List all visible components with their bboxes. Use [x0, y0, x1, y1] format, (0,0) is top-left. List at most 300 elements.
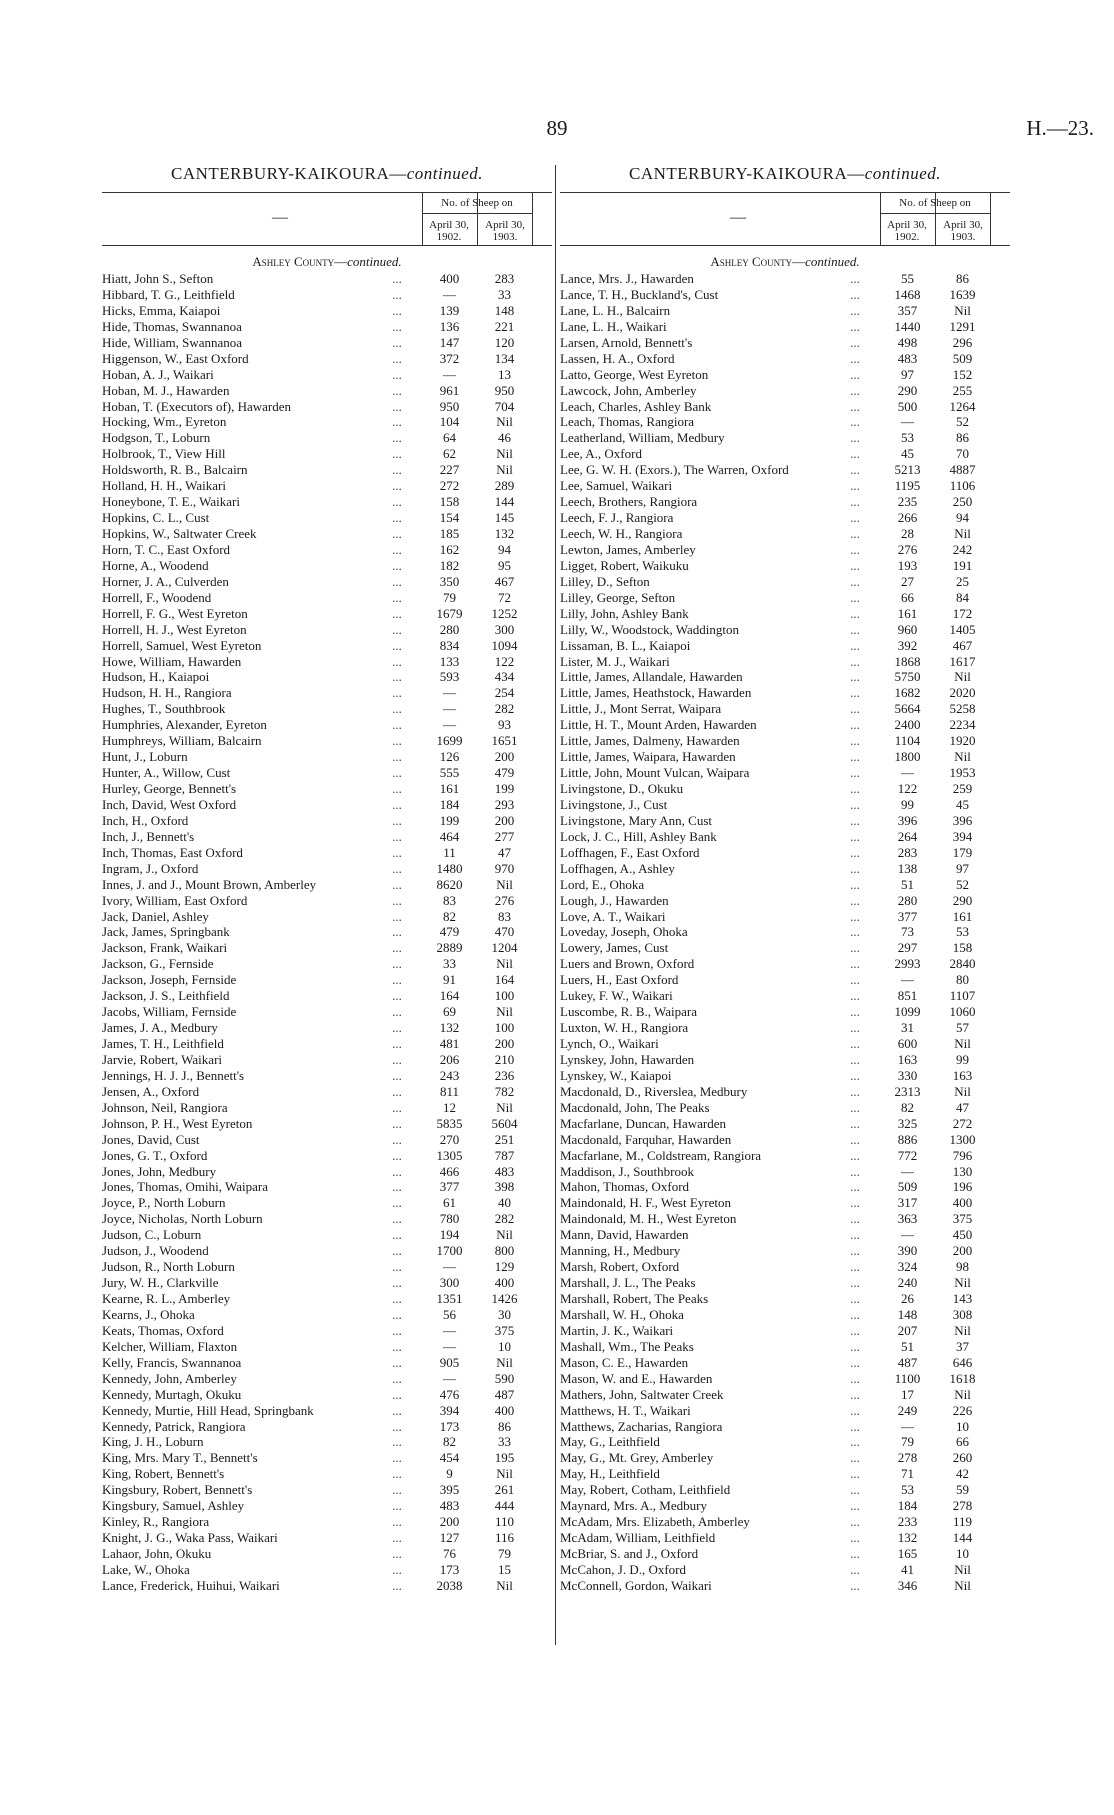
sheep-1903: 45	[956, 796, 969, 812]
sheep-1902: 79	[901, 1434, 914, 1450]
leader-dots: ...	[850, 398, 860, 414]
table-row	[102, 271, 552, 287]
owner-name: Hopkins, W., Saltwater Creek	[102, 526, 257, 541]
sheep-1903: 84	[956, 589, 969, 605]
owner-name: Humphries, Alexander, Eyreton	[102, 717, 267, 733]
sheep-1902: —	[901, 1418, 914, 1434]
sheep-1903: 57	[956, 1020, 969, 1036]
sheep-1903: 1060	[949, 1004, 976, 1020]
document-reference: H.—23.	[1026, 116, 1094, 140]
owner-name: Hide, William, Swannanoa	[102, 334, 243, 350]
owner-name: Manning, H., Medbury	[560, 1243, 681, 1259]
owner-name: Jury, W. H., Clarkville	[102, 1275, 219, 1291]
sheep-1903: 98	[956, 1259, 969, 1275]
sheep-1902: —	[443, 286, 456, 302]
sheep-1902: 300	[439, 1275, 460, 1291]
april-1903-header: April 30, 1903.	[485, 219, 525, 243]
table-row	[102, 1195, 552, 1211]
sheep-1902: 1800	[894, 749, 921, 765]
sheep-1903: 66	[956, 1434, 969, 1450]
owner-name: Kennedy, Murtie, Hill Head, Springbank	[102, 1402, 314, 1418]
sheep-1902: 270	[439, 1131, 460, 1147]
sheep-1902: 162	[439, 541, 460, 557]
owner-name: Lee, Samuel, Waikari	[560, 478, 673, 494]
leader-dots: ...	[850, 414, 860, 430]
sheep-1902: 249	[897, 1402, 918, 1418]
sheep-1903: 83	[498, 908, 511, 924]
sheep-1902: 45	[901, 446, 914, 462]
sheep-1902: 31	[901, 1020, 914, 1036]
leader-dots: ...	[850, 1243, 860, 1259]
sheep-1903: 782	[494, 1083, 515, 1099]
sheep-1902: 2889	[436, 940, 463, 956]
sheep-1902: 147	[439, 334, 460, 350]
table-row	[102, 797, 552, 813]
leader-dots: ...	[850, 1036, 860, 1051]
sheep-1902: 184	[897, 1498, 918, 1514]
owner-name: Hughes, T., Southbrook	[102, 701, 226, 717]
table-row	[560, 1195, 1010, 1211]
owner-name: Kearne, R. L., Amberley	[102, 1291, 231, 1306]
sheep-1903: 704	[494, 398, 515, 414]
sheep-1902: 5664	[894, 701, 921, 717]
leader-dots: ...	[392, 510, 402, 526]
table-row	[560, 956, 1010, 972]
sheep-1902: 905	[439, 1354, 460, 1370]
owner-name: Keats, Thomas, Oxford	[102, 1322, 224, 1338]
leader-dots: ...	[850, 1402, 860, 1418]
owner-name: Luers, H., East Oxford	[560, 972, 679, 988]
table-row	[560, 988, 1010, 1004]
table-row	[560, 606, 1010, 622]
table-row	[102, 446, 552, 462]
leader-dots: ...	[850, 526, 860, 541]
table-row	[102, 494, 552, 510]
leader-dots: ...	[850, 1386, 860, 1402]
owner-name: Marsh, Robert, Oxford	[560, 1259, 680, 1275]
sheep-1903: Nil	[954, 1083, 971, 1099]
table-row	[560, 1307, 1010, 1323]
leader-dots: ...	[850, 1530, 860, 1546]
table-row	[102, 351, 552, 367]
sheep-1902: —	[443, 1259, 456, 1275]
table-row	[102, 1355, 552, 1371]
sheep-1903: 796	[952, 1147, 973, 1163]
sheep-1903: Nil	[496, 446, 513, 462]
leader-dots: ...	[850, 1370, 860, 1386]
sheep-1902: 199	[439, 812, 460, 828]
leader-dots: ...	[850, 1020, 860, 1036]
sheep-1903: 46	[498, 430, 511, 446]
leader-dots: ...	[850, 286, 860, 302]
table-row	[560, 1482, 1010, 1498]
sheep-1903: 130	[952, 1163, 973, 1179]
table-row	[560, 924, 1010, 940]
table-row	[560, 1020, 1010, 1036]
sheep-1903: 1920	[949, 733, 976, 749]
leader-dots: ...	[850, 1482, 860, 1498]
sheep-1903: 255	[952, 382, 973, 398]
sheep-1902: 363	[897, 1211, 918, 1227]
sheep-1902: 82	[443, 908, 456, 924]
sheep-1902: 8620	[436, 876, 463, 892]
table-row	[102, 383, 552, 399]
owner-name: Hide, Thomas, Swannanoa	[102, 318, 242, 334]
table-row	[560, 1100, 1010, 1116]
table-row	[560, 1578, 1010, 1594]
sheep-1902: 464	[439, 828, 460, 844]
sheep-1902: 593	[439, 669, 460, 685]
owner-name: Horn, T. C., East Oxford	[102, 541, 231, 557]
owner-name: Macfarlane, M., Coldstream, Rangiora	[560, 1147, 762, 1163]
table-row	[560, 1371, 1010, 1387]
table-row	[560, 797, 1010, 813]
sheep-1902: 500	[897, 398, 918, 414]
sheep-1902: 377	[439, 1179, 460, 1195]
table-row	[560, 478, 1010, 494]
leader-dots: ...	[392, 812, 402, 828]
leader-dots: ...	[392, 350, 402, 366]
leader-dots: ...	[392, 382, 402, 398]
table-row	[102, 701, 552, 717]
leader-dots: ...	[850, 1275, 860, 1291]
table-row	[102, 430, 552, 446]
sheep-1902: 396	[897, 812, 918, 828]
leader-dots: ...	[392, 860, 402, 876]
owner-name: Mahon, Thomas, Oxford	[560, 1179, 690, 1195]
table-row	[560, 510, 1010, 526]
sheep-1903: Nil	[496, 462, 513, 478]
leader-dots: ...	[392, 1291, 402, 1306]
leader-dots: ...	[850, 717, 860, 733]
table-row	[102, 1148, 552, 1164]
sheep-1902: 290	[897, 382, 918, 398]
owner-name: Lance, Frederick, Huihui, Waikari	[102, 1577, 280, 1593]
sheep-1902: 55	[901, 271, 914, 286]
sheep-1903: 144	[952, 1530, 973, 1546]
owner-name: Hunt, J., Loburn	[102, 749, 188, 765]
sheep-1903: 152	[952, 366, 973, 382]
owner-name: Lynskey, John, Hawarden	[560, 1051, 695, 1067]
leader-dots: ...	[392, 1466, 402, 1482]
owner-name: Jacobs, William, Fernside	[102, 1004, 237, 1020]
owner-name: Macdonald, John, The Peaks	[560, 1099, 710, 1115]
owner-name: Innes, J. and J., Mount Brown, Amberley	[102, 876, 317, 892]
table-row	[560, 1068, 1010, 1084]
owner-name: Hudson, H. H., Rangiora	[102, 685, 232, 701]
sheep-1902: 161	[439, 781, 460, 796]
leader-dots: ...	[850, 860, 860, 876]
sheep-1903: 52	[956, 414, 969, 430]
sheep-1902: 1480	[436, 860, 463, 876]
sheep-1903: 1405	[949, 621, 976, 637]
sheep-1903: 94	[956, 510, 969, 526]
sheep-1902: 454	[439, 1450, 460, 1466]
sheep-1902: 851	[897, 988, 918, 1004]
sheep-1902: 227	[439, 462, 460, 478]
owner-name: Lister, M. J., Waikari	[560, 653, 670, 669]
table-row	[102, 335, 552, 351]
owner-name: Lord, E., Ohoka	[560, 876, 645, 892]
sheep-1902: 27	[901, 573, 914, 589]
owner-name: Kearns, J., Ohoka	[102, 1306, 195, 1322]
owner-name: Horrell, Samuel, West Eyreton	[102, 637, 262, 653]
leader-dots: ...	[392, 1163, 402, 1179]
sheep-1903: 122	[494, 653, 515, 669]
sheep-1903: 116	[494, 1530, 515, 1546]
leader-dots: ...	[392, 286, 402, 302]
sheep-1902: 479	[439, 924, 460, 940]
leader-dots: ...	[850, 1291, 860, 1306]
owner-name: Kelly, Francis, Swannanoa	[102, 1354, 242, 1370]
leader-dots: ...	[392, 733, 402, 749]
leader-dots: ...	[850, 271, 860, 286]
sheep-1903: 86	[956, 271, 969, 286]
april-1902-header: April 30, 1902.	[429, 219, 469, 243]
sheep-1902: —	[443, 717, 456, 733]
sheep-1902: 161	[897, 605, 918, 621]
table-row	[560, 940, 1010, 956]
leader-dots: ...	[392, 1561, 402, 1577]
table-row	[102, 1387, 552, 1403]
sheep-1903: 1094	[491, 637, 518, 653]
owner-name: Ligget, Robert, Waikuku	[560, 557, 689, 573]
sheep-1903: 5604	[491, 1115, 518, 1131]
sheep-1903: 95	[498, 557, 511, 573]
leader-dots: ...	[850, 510, 860, 526]
owner-name: Horrell, H. J., West Eyreton	[102, 621, 247, 637]
sheep-1903: Nil	[954, 669, 971, 685]
table-row	[102, 1132, 552, 1148]
table-row	[560, 1466, 1010, 1482]
leader-dots: ...	[850, 924, 860, 940]
leader-dots: ...	[392, 669, 402, 685]
sheep-1902: 1679	[436, 605, 463, 621]
table-row	[102, 654, 552, 670]
leader-dots: ...	[392, 1418, 402, 1434]
leader-dots: ...	[850, 334, 860, 350]
sheep-1902: 395	[439, 1482, 460, 1498]
table-row	[560, 319, 1010, 335]
table-row	[102, 526, 552, 542]
leader-dots: ...	[392, 1179, 402, 1195]
leader-dots: ...	[392, 1386, 402, 1402]
table-row	[560, 909, 1010, 925]
sheep-1903: 4887	[949, 462, 976, 478]
table-body	[560, 271, 1010, 1594]
table-row	[102, 1482, 552, 1498]
leader-dots: ...	[392, 1577, 402, 1593]
owner-name: Hoban, M. J., Hawarden	[102, 382, 230, 398]
table-row	[102, 781, 552, 797]
sheep-1902: 2313	[894, 1083, 921, 1099]
sheep-1903: 196	[952, 1179, 973, 1195]
table-row	[102, 1530, 552, 1546]
sheep-1903: 300	[494, 621, 515, 637]
sheep-1903: 25	[956, 573, 969, 589]
owner-name: Lassen, H. A., Oxford	[560, 350, 675, 366]
leader-dots: ...	[392, 462, 402, 478]
leader-dots: ...	[850, 557, 860, 573]
sheep-1903: 42	[956, 1466, 969, 1482]
leader-dots: ...	[392, 1099, 402, 1115]
table-row	[102, 478, 552, 494]
leader-dots: ...	[392, 1051, 402, 1067]
owner-name: Loffhagen, F., East Oxford	[560, 844, 700, 860]
owner-name: Mathers, John, Saltwater Creek	[560, 1386, 724, 1402]
sheep-1903: Nil	[954, 1561, 971, 1577]
table-row	[560, 1562, 1010, 1578]
table-row	[560, 494, 1010, 510]
owner-name: Leech, W. H., Rangiora	[560, 526, 683, 541]
sheep-1902: 1440	[894, 318, 921, 334]
sheep-1902: —	[443, 685, 456, 701]
sheep-1903: 200	[494, 812, 515, 828]
sheep-1903: 161	[952, 908, 973, 924]
sheep-1903: 400	[494, 1275, 515, 1291]
table-row	[102, 669, 552, 685]
sheep-1903: 590	[494, 1370, 515, 1386]
owner-name: Jones, John, Medbury	[102, 1163, 217, 1179]
table-row	[560, 462, 1010, 478]
table-row	[560, 622, 1010, 638]
sheep-1902: 243	[439, 1067, 460, 1083]
leader-dots: ...	[392, 573, 402, 589]
sheep-1903: 221	[494, 318, 515, 334]
sheep-1903: Nil	[496, 1466, 513, 1482]
table-row	[102, 1259, 552, 1275]
table-row	[560, 733, 1010, 749]
leader-dots: ...	[850, 1546, 860, 1561]
sheep-1902: 122	[897, 781, 918, 796]
name-column-header: —	[272, 209, 288, 226]
table-row	[560, 351, 1010, 367]
leader-dots: ...	[850, 1099, 860, 1115]
table-row	[560, 271, 1010, 287]
sheep-1903: 276	[494, 892, 515, 908]
leader-dots: ...	[850, 892, 860, 908]
table-row	[102, 319, 552, 335]
sheep-1902: 207	[897, 1322, 918, 1338]
sheep-1903: 79	[498, 1546, 511, 1561]
sheep-1902: 1868	[894, 653, 921, 669]
sheep-1903: Nil	[954, 302, 971, 318]
owner-name: Johnson, Neil, Rangiora	[102, 1099, 228, 1115]
table-row	[102, 765, 552, 781]
owner-name: Kinley, R., Rangiora	[102, 1514, 210, 1530]
leader-dots: ...	[392, 1498, 402, 1514]
sheep-1903: 13	[498, 366, 511, 382]
leader-dots: ...	[392, 701, 402, 717]
owner-name: Lough, J., Hawarden	[560, 892, 669, 908]
leader-dots: ...	[850, 605, 860, 621]
sheep-1902: 555	[439, 765, 460, 781]
leader-dots: ...	[850, 430, 860, 446]
leader-dots: ...	[392, 653, 402, 669]
section-heading	[102, 256, 552, 268]
sheep-1902: 1700	[436, 1243, 463, 1259]
owner-name: Loveday, Joseph, Ohoka	[560, 924, 688, 940]
sheep-1903: 487	[494, 1386, 515, 1402]
owner-name: Jones, G. T., Oxford	[102, 1147, 208, 1163]
leader-dots: ...	[392, 844, 402, 860]
owner-name: James, J. A., Medbury	[102, 1020, 218, 1036]
sheep-1903: 1291	[949, 318, 976, 334]
sheep-1903: 144	[494, 494, 515, 510]
sheep-1902: 400	[439, 271, 460, 286]
leader-dots: ...	[850, 1338, 860, 1354]
sheep-1903: 10	[498, 1338, 511, 1354]
leader-dots: ...	[392, 924, 402, 940]
owner-name: Higgenson, W., East Oxford	[102, 350, 249, 366]
owner-name: McConnell, Gordon, Waikari	[560, 1577, 712, 1593]
table-row	[102, 1116, 552, 1132]
sheep-1902: 278	[897, 1450, 918, 1466]
sheep-1902: 82	[443, 1434, 456, 1450]
table-row	[102, 606, 552, 622]
leader-dots: ...	[392, 446, 402, 462]
leader-dots: ...	[392, 605, 402, 621]
sheep-1903: 5258	[949, 701, 976, 717]
table-row	[102, 1323, 552, 1339]
column-title	[560, 164, 1010, 184]
owner-name: Hicks, Emma, Kaiapoi	[102, 302, 221, 318]
owner-name: Lane, L. H., Waikari	[560, 318, 667, 334]
table-row	[102, 287, 552, 303]
owner-name: Inch, H., Oxford	[102, 812, 189, 828]
leader-dots: ...	[850, 382, 860, 398]
sheep-1903: Nil	[496, 876, 513, 892]
leader-dots: ...	[392, 796, 402, 812]
sheep-1902: 240	[897, 1275, 918, 1291]
owner-name: Joyce, Nicholas, North Loburn	[102, 1211, 263, 1227]
april-1902-header: April 30, 1902.	[887, 219, 927, 243]
leader-dots: ...	[850, 494, 860, 510]
table-row	[102, 956, 552, 972]
sheep-1903: Nil	[954, 1386, 971, 1402]
sheep-1902: 66	[901, 589, 914, 605]
leader-dots: ...	[392, 892, 402, 908]
owner-name: Holbrook, T., View Hill	[102, 446, 226, 462]
sheep-1903: 242	[952, 541, 973, 557]
sheep-1903: 467	[494, 573, 515, 589]
sheep-1902: 138	[897, 860, 918, 876]
table-row	[560, 1546, 1010, 1562]
sheep-1902: 126	[439, 749, 460, 765]
leader-dots: ...	[850, 302, 860, 318]
leader-dots: ...	[392, 765, 402, 781]
owner-name: Mason, C. E., Hawarden	[560, 1354, 689, 1370]
table-row	[560, 781, 1010, 797]
leader-dots: ...	[392, 557, 402, 573]
table-row	[102, 1227, 552, 1243]
leader-dots: ...	[392, 781, 402, 796]
table-row	[102, 1339, 552, 1355]
table-row	[560, 1004, 1010, 1020]
owner-name: Jackson, Joseph, Fernside	[102, 972, 237, 988]
sheep-1903: 97	[956, 860, 969, 876]
sheep-1902: —	[901, 1227, 914, 1243]
sheep-1903: 646	[952, 1354, 973, 1370]
sheep-1903: 509	[952, 350, 973, 366]
sheep-1903: 289	[494, 478, 515, 494]
sheep-1903: 272	[952, 1115, 973, 1131]
sheep-1902: 483	[439, 1498, 460, 1514]
table-row	[102, 1020, 552, 1036]
owner-name: Johnson, P. H., West Eyreton	[102, 1115, 253, 1131]
sheep-1902: 264	[897, 828, 918, 844]
owner-name: Jackson, Frank, Waikari	[102, 940, 228, 956]
